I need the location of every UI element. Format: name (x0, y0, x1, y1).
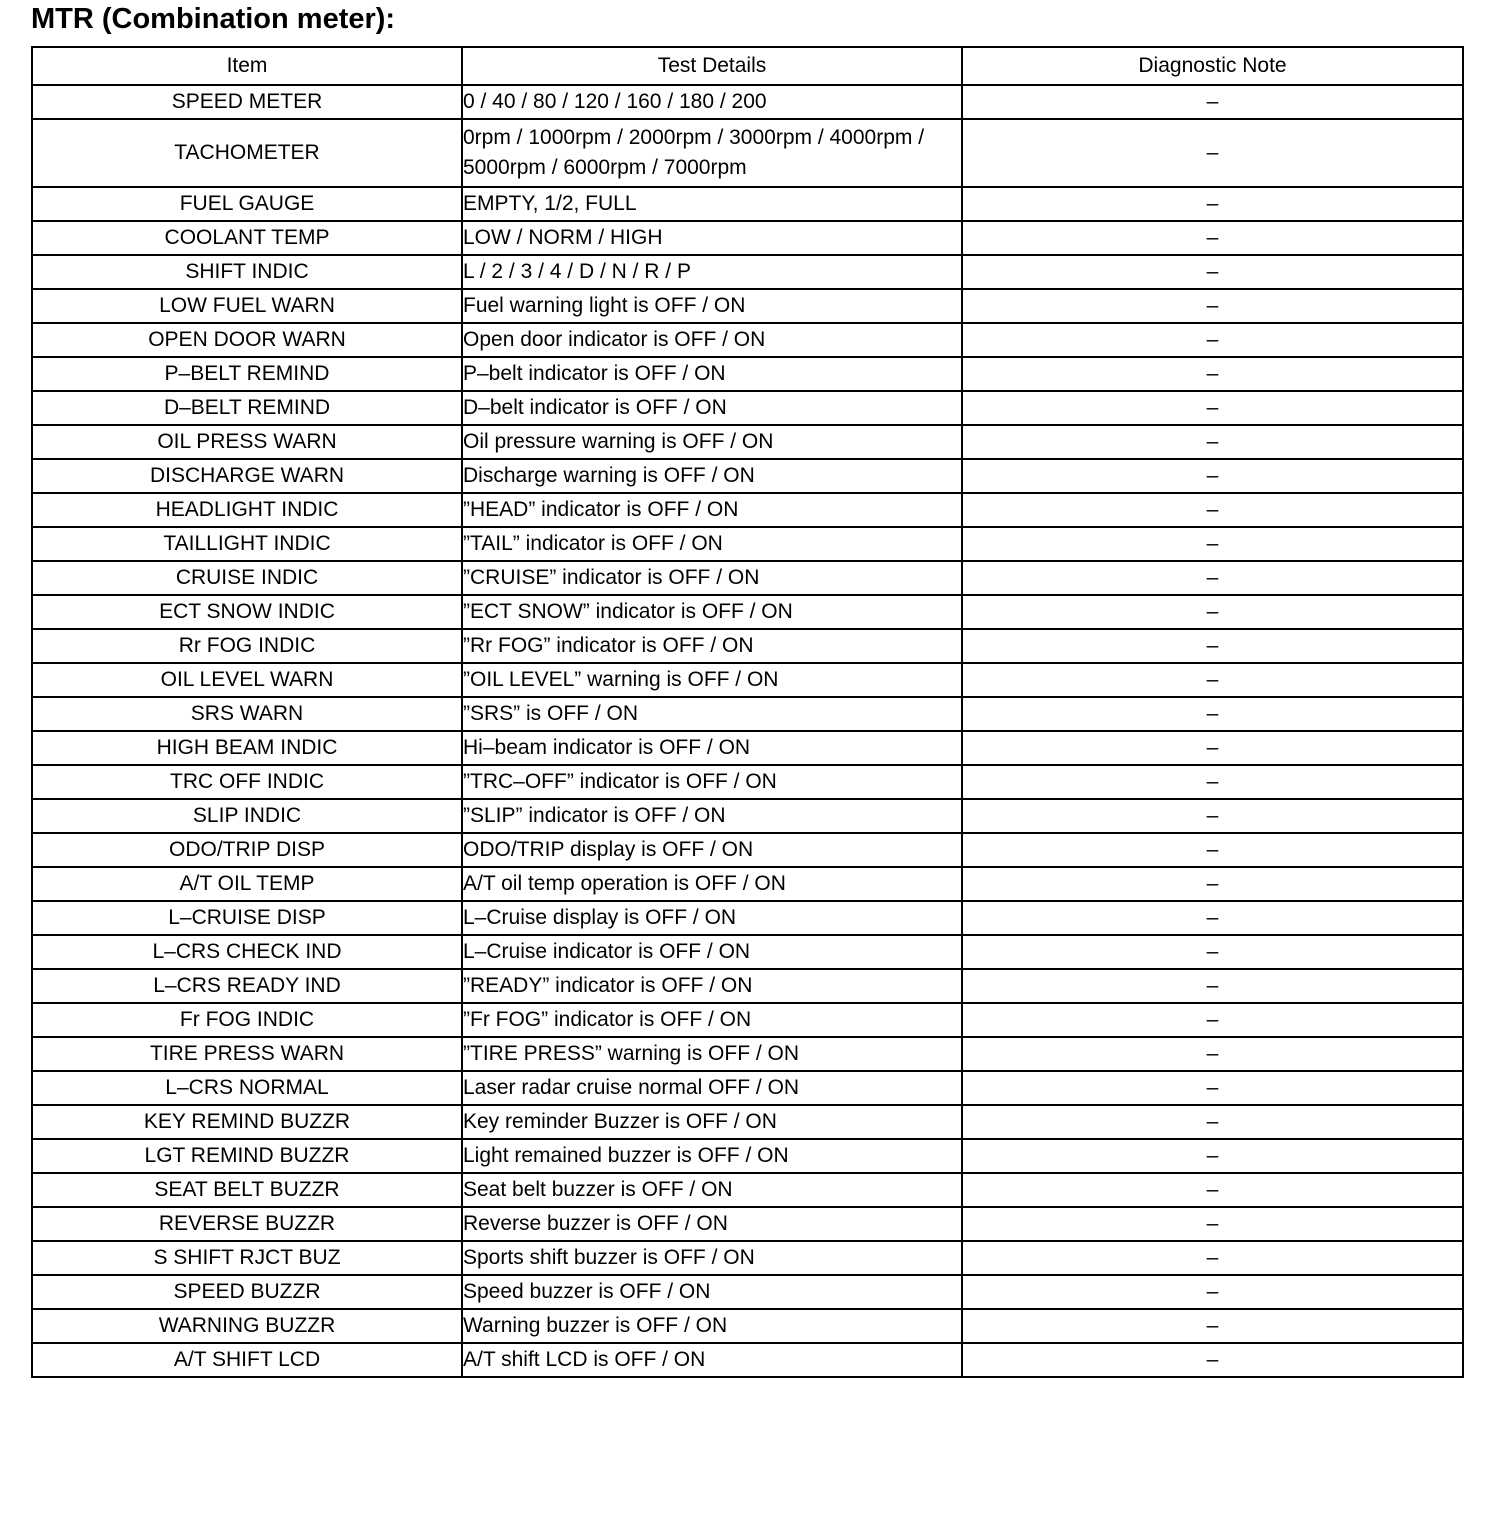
diagnostic-note-cell: – (962, 391, 1463, 425)
table-row (32, 221, 1463, 255)
diagnostic-note-cell: – (962, 289, 1463, 323)
test-details-cell: ”TIRE PRESS” warning is OFF / ON (462, 1037, 962, 1071)
test-details-cell: ”Rr FOG” indicator is OFF / ON (462, 629, 962, 663)
test-details-cell: Fuel warning light is OFF / ON (462, 289, 962, 323)
item-cell: HIGH BEAM INDIC (32, 731, 462, 765)
test-details-cell: EMPTY, 1/2, FULL (462, 187, 962, 221)
table-row (32, 1309, 1463, 1343)
table-row (32, 187, 1463, 221)
table-row (32, 323, 1463, 357)
diagnostic-note-cell: – (962, 493, 1463, 527)
diagnostic-note-cell: – (962, 1037, 1463, 1071)
item-cell: L–CRS READY IND (32, 969, 462, 1003)
table-row (32, 765, 1463, 799)
table-row (32, 1071, 1463, 1105)
item-cell: REVERSE BUZZR (32, 1207, 462, 1241)
table-row (32, 425, 1463, 459)
item-cell: OIL PRESS WARN (32, 425, 462, 459)
diagnostic-note-cell: – (962, 595, 1463, 629)
diagnostic-note-cell: – (962, 1139, 1463, 1173)
item-cell: Rr FOG INDIC (32, 629, 462, 663)
test-details-cell: 0rpm / 1000rpm / 2000rpm / 3000rpm / 4000rpm / 5000rpm / 6000rpm / 7000rpm (462, 119, 962, 187)
table-row (32, 493, 1463, 527)
item-cell: P–BELT REMIND (32, 357, 462, 391)
test-details-cell: Open door indicator is OFF / ON (462, 323, 962, 357)
table-row (32, 1003, 1463, 1037)
test-details-cell: Hi–beam indicator is OFF / ON (462, 731, 962, 765)
test-details-cell: A/T oil temp operation is OFF / ON (462, 867, 962, 901)
diagnostic-note-cell: – (962, 1343, 1463, 1377)
diagnostic-note-cell: – (962, 1105, 1463, 1139)
diagnostic-note-cell: – (962, 425, 1463, 459)
table-row (32, 901, 1463, 935)
diagnostic-note-cell: – (962, 85, 1463, 119)
item-cell: SHIFT INDIC (32, 255, 462, 289)
test-details-cell: LOW / NORM / HIGH (462, 221, 962, 255)
test-details-cell: Light remained buzzer is OFF / ON (462, 1139, 962, 1173)
test-details-cell: Speed buzzer is OFF / ON (462, 1275, 962, 1309)
test-details-cell: Key reminder Buzzer is OFF / ON (462, 1105, 962, 1139)
table-row (32, 799, 1463, 833)
table-row (32, 391, 1463, 425)
diagnostic-note-cell: – (962, 935, 1463, 969)
item-cell: TAILLIGHT INDIC (32, 527, 462, 561)
item-cell: LGT REMIND BUZZR (32, 1139, 462, 1173)
table-row (32, 561, 1463, 595)
column-header-item: Item (32, 47, 462, 85)
table-row (32, 833, 1463, 867)
diagnostic-note-cell: – (962, 357, 1463, 391)
test-details-cell: ”SLIP” indicator is OFF / ON (462, 799, 962, 833)
table-row (32, 1105, 1463, 1139)
test-details-cell: ”SRS” is OFF / ON (462, 697, 962, 731)
table-row (32, 1275, 1463, 1309)
item-cell: CRUISE INDIC (32, 561, 462, 595)
diagnostic-note-cell: – (962, 527, 1463, 561)
table-row (32, 595, 1463, 629)
diagnostic-note-cell: – (962, 629, 1463, 663)
item-cell: L–CRS CHECK IND (32, 935, 462, 969)
diagnostic-note-cell: – (962, 1309, 1463, 1343)
diagnostic-note-cell: – (962, 561, 1463, 595)
item-cell: KEY REMIND BUZZR (32, 1105, 462, 1139)
diagnostic-note-cell: – (962, 1241, 1463, 1275)
column-header-diagnostic-note: Diagnostic Note (962, 47, 1463, 85)
test-details-cell: Warning buzzer is OFF / ON (462, 1309, 962, 1343)
test-details-cell: A/T shift LCD is OFF / ON (462, 1343, 962, 1377)
item-cell: ECT SNOW INDIC (32, 595, 462, 629)
test-details-cell: P–belt indicator is OFF / ON (462, 357, 962, 391)
test-details-cell: ”TAIL” indicator is OFF / ON (462, 527, 962, 561)
item-cell: SRS WARN (32, 697, 462, 731)
item-cell: WARNING BUZZR (32, 1309, 462, 1343)
item-cell: COOLANT TEMP (32, 221, 462, 255)
test-details-cell: Reverse buzzer is OFF / ON (462, 1207, 962, 1241)
table-row (32, 289, 1463, 323)
table-row (32, 1139, 1463, 1173)
item-cell: A/T SHIFT LCD (32, 1343, 462, 1377)
diagnostic-note-cell: – (962, 663, 1463, 697)
table-row (32, 119, 1463, 187)
item-cell: A/T OIL TEMP (32, 867, 462, 901)
test-details-cell: ”OIL LEVEL” warning is OFF / ON (462, 663, 962, 697)
table-row (32, 357, 1463, 391)
table-row (32, 527, 1463, 561)
table-row (32, 935, 1463, 969)
item-cell: L–CRS NORMAL (32, 1071, 462, 1105)
column-header-test-details: Test Details (462, 47, 962, 85)
test-details-cell: D–belt indicator is OFF / ON (462, 391, 962, 425)
table-row (32, 1343, 1463, 1377)
diagnostic-note-cell: – (962, 799, 1463, 833)
test-details-cell: ”HEAD” indicator is OFF / ON (462, 493, 962, 527)
item-cell: S SHIFT RJCT BUZ (32, 1241, 462, 1275)
diagnostic-note-cell: – (962, 1003, 1463, 1037)
item-cell: FUEL GAUGE (32, 187, 462, 221)
test-details-cell: ”TRC–OFF” indicator is OFF / ON (462, 765, 962, 799)
test-details-cell: L–Cruise display is OFF / ON (462, 901, 962, 935)
table-row (32, 697, 1463, 731)
item-cell: TACHOMETER (32, 119, 462, 187)
table-row (32, 867, 1463, 901)
diagnostic-note-cell: – (962, 731, 1463, 765)
diagnostic-note-cell: – (962, 697, 1463, 731)
diagnostic-note-cell: – (962, 221, 1463, 255)
test-details-cell: Oil pressure warning is OFF / ON (462, 425, 962, 459)
test-details-cell: 0 / 40 / 80 / 120 / 160 / 180 / 200 (462, 85, 962, 119)
item-cell: OPEN DOOR WARN (32, 323, 462, 357)
test-details-cell: ”Fr FOG” indicator is OFF / ON (462, 1003, 962, 1037)
diagnostic-note-cell: – (962, 255, 1463, 289)
item-cell: SLIP INDIC (32, 799, 462, 833)
diagnostic-note-cell: – (962, 1275, 1463, 1309)
test-details-cell: ODO/TRIP display is OFF / ON (462, 833, 962, 867)
diagnostic-note-cell: – (962, 833, 1463, 867)
table-row (32, 1037, 1463, 1071)
test-details-cell: Seat belt buzzer is OFF / ON (462, 1173, 962, 1207)
item-cell: TRC OFF INDIC (32, 765, 462, 799)
mtr-test-table (31, 46, 1464, 1378)
test-details-cell: Discharge warning is OFF / ON (462, 459, 962, 493)
diagnostic-note-cell: – (962, 867, 1463, 901)
test-details-cell: Laser radar cruise normal OFF / ON (462, 1071, 962, 1105)
diagnostic-note-cell: – (962, 765, 1463, 799)
test-details-cell: Sports shift buzzer is OFF / ON (462, 1241, 962, 1275)
test-details-cell: ”CRUISE” indicator is OFF / ON (462, 561, 962, 595)
test-details-cell: L–Cruise indicator is OFF / ON (462, 935, 962, 969)
table-row (32, 85, 1463, 119)
diagnostic-note-cell: – (962, 1173, 1463, 1207)
item-cell: SPEED BUZZR (32, 1275, 462, 1309)
table-row (32, 1207, 1463, 1241)
item-cell: OIL LEVEL WARN (32, 663, 462, 697)
item-cell: D–BELT REMIND (32, 391, 462, 425)
diagnostic-note-cell: – (962, 119, 1463, 187)
page-title: MTR (Combination meter): (31, 3, 396, 35)
diagnostic-note-cell: – (962, 901, 1463, 935)
item-cell: L–CRUISE DISP (32, 901, 462, 935)
item-cell: LOW FUEL WARN (32, 289, 462, 323)
test-details-cell: ”ECT SNOW” indicator is OFF / ON (462, 595, 962, 629)
diagnostic-note-cell: – (962, 1207, 1463, 1241)
table-row (32, 459, 1463, 493)
item-cell: Fr FOG INDIC (32, 1003, 462, 1037)
diagnostic-note-cell: – (962, 187, 1463, 221)
table-row (32, 255, 1463, 289)
diagnostic-note-cell: – (962, 1071, 1463, 1105)
item-cell: DISCHARGE WARN (32, 459, 462, 493)
diagnostic-note-cell: – (962, 323, 1463, 357)
item-cell: ODO/TRIP DISP (32, 833, 462, 867)
table-row (32, 1241, 1463, 1275)
table-row (32, 1173, 1463, 1207)
item-cell: HEADLIGHT INDIC (32, 493, 462, 527)
test-details-cell: ”READY” indicator is OFF / ON (462, 969, 962, 1003)
item-cell: TIRE PRESS WARN (32, 1037, 462, 1071)
diagnostic-note-cell: – (962, 459, 1463, 493)
item-cell: SPEED METER (32, 85, 462, 119)
table-header-row (32, 47, 1463, 85)
table-row (32, 629, 1463, 663)
test-details-cell: L / 2 / 3 / 4 / D / N / R / P (462, 255, 962, 289)
item-cell: SEAT BELT BUZZR (32, 1173, 462, 1207)
table-row (32, 731, 1463, 765)
table-body (32, 85, 1463, 1377)
table-row (32, 663, 1463, 697)
diagnostic-note-cell: – (962, 969, 1463, 1003)
table-row (32, 969, 1463, 1003)
